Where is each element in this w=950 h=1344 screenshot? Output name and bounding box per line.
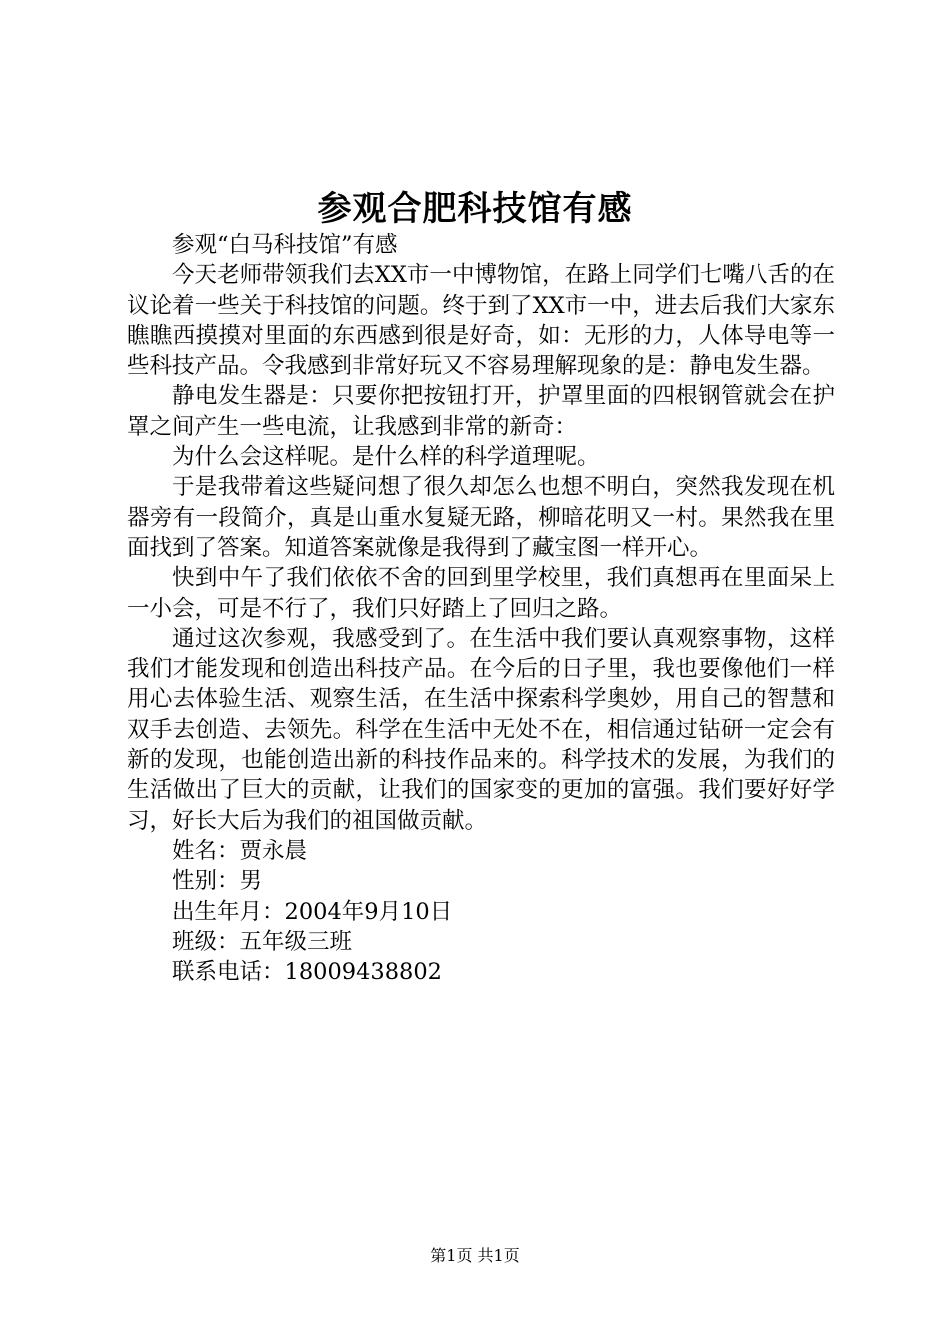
- author-class: 班级：五年级三班: [172, 928, 353, 955]
- author-birthdate: 出生年月：2004年9月10日: [172, 898, 453, 925]
- author-gender: 性别：男: [172, 868, 263, 895]
- body-paragraph: 于是我带着这些疑问想了很久却怎么也想不明白，突然我发现在机器旁有一段简介，真是山重水复疑无路，柳暗花明又一村。果然我在里面找到了答案。知道答案就像是我得到了藏宝图一样开心。: [127, 474, 835, 561]
- subtitle-paragraph: 参观“白马科技馆”有感: [172, 232, 398, 258]
- author-name: 姓名：贾永晨: [172, 837, 308, 864]
- body-paragraph: 今天老师带领我们去XX市一中博物馆，在路上同学们七嘴八舌的在议论着一些关于科技馆的问题。终于到了XX市一中，进去后我们大家东瞧瞧西摸摸对里面的东西感到很是好奇，如：无形的力，人体导电等一些科技产品。令我感到非常好玩又不容易理解现象的是：静电发生器。: [127, 262, 835, 380]
- body-paragraph: 为什么会这样呢。是什么样的科学道理呢。: [172, 444, 600, 471]
- document-title: 参观合肥科技馆有感: [317, 189, 633, 229]
- page-number-footer: 第1页 共1页: [430, 1246, 520, 1265]
- body-paragraph: 通过这次参观，我感受到了。在生活中我们要认真观察事物，这样我们才能发现和创造出科技产品。在今后的日子里，我也要像他们一样用心去体验生活、观察生活，在生活中探索科学奥妙，用自己的智慧和双手去创造、去领先。科学在生活中无处不在，相信通过钻研一定会有新的发现，也能创造出新的科技作品来的。科学技术的发展，为我们的生活做出了巨大的贡献，让我们的国家变的更加的富强。我们要好好学习，好长大后为我们的祖国做贡献。: [127, 625, 835, 834]
- author-phone: 联系电话：18009438802: [172, 959, 442, 986]
- body-paragraph: 快到中午了我们依依不舍的回到里学校里，我们真想再在里面呆上一小会，可是不行了，我们只好踏上了回归之路。: [127, 565, 835, 622]
- document-body: [127, 230, 835, 987]
- body-paragraph: 静电发生器是：只要你把按钮打开，护罩里面的四根钢管就会在护罩之间产生一些电流，让我感到非常的新奇：: [127, 383, 835, 440]
